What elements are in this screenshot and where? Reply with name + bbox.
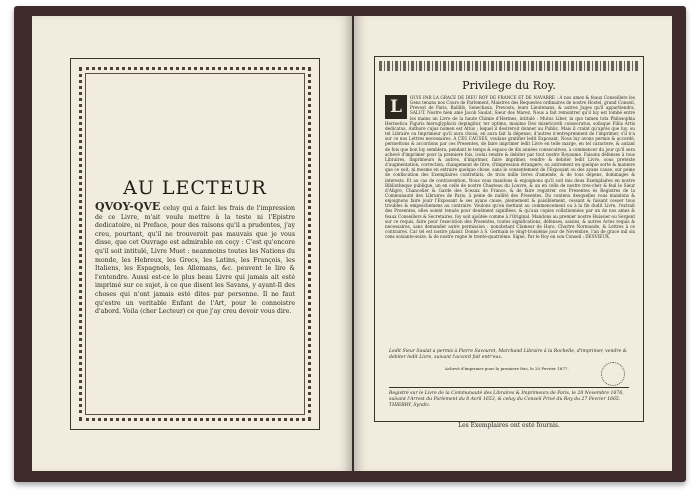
privilege-frame xyxy=(374,56,644,429)
privilege-body: OUIS PAR LA GRACE DE DIEU ROY DE FRANCE ET DE NAVARRE : A nos amez & feaux Conseillers les Gens tenans nos Cours de Parlement, Maistres des Requestes ordinaires de nostre Hostel, grand Conseil, Prevost de Paris, Baillifs, Senechaux, Prevosts, leurs Lieutenans, & autres Juges qu'il appartiendra, SALUT. Nostre bien amé Jacob Saulat, Sieur des Marez, Nous a fait remontrer qu'il luy est tombé entre les mains un Livre de la haute Chimie d'Hermes, intitulé : Mutus Liber, in quo tamen tota Philosophia Hermetica Figuris hieroglyphicis depingitur, ter optimo, maximo Deo misericordi consecratus, solisque Filiis Artis dedicatus, Authore cujus nomen est Altus ; lequel il desireroit donner au Public. Mais il craint qu'aprés que luy, ou tel Libraire ou Imprimeur qu'il aura choisi, en aura fait la dépense, d'autres n'entreprennent de l'imprimer, s'il n'a sur ce nos Lettres necessaires. A CES CAUSES, voulans gratifier ledit Exposant, Nous luy avons permis & accordé, permettons & accordons par ces Presentes, de faire imprimer ledit Livre en telle marge, en tel caractere, & autant de fois que bon luy semblera, pendant le temps & espace de dix années consecutives, à commencer du jour qu'il sera achevé d'imprimer pour la premiere fois, icelui vendre & debiter par tout nostre Royaume. Faisons défenses à tous Libraires, Imprimeurs & autres, d'imprimer, faire imprimer, vendre & debiter ledit Livre, sous pretexte d'augmentation, correction, changement de titre, d'impression étrangere, ou autrement en quelque sorte & maniere que ce soit, ni mesme en extraire quelque chose, sans le consentement de l'Exposant ou des ayans cause, sur peine de confiscation des Exemplaires contrefaits, de trois mille livres d'amende, & de tous dépens, dommages & interests. Et au cas de contravention, Nous vous mandons & enjoignons qu'il soit mis deux Exemplaires en nostre Bibliotheque publique, un en celle de nostre Chasteau du Louvre, & un en celle de nostre tres-cher & feal le Sieur d'Aligre, Chancelier & Garde des Sceaux de France, & de faire registrer ces Presentes és Registres de la Communauté des Libraires de Paris, à peine de nullité des Presentes. Du contenu desquelles vous mandons & enjoignons faire jouir l'Exposant & ses ayans cause, pleinement & paisiblement, cessant & faisant cesser tous troubles & empeschemens au contraire. Voulons qu'en mettant au commencement ou à la fin dudit Livre, l'extrait des Presentes, elles soient tenuës pour deuëment signifiées, & qu'aux copies collationnées par un de nos amez & feaux Conseillers & Secretaires, foy soit ajoûtée comme à l'Original. Mandons au premier nostre Huissier ou Sergent sur ce requis, faire pour l'execution des Presentes, toutes significations, défenses, saisies, & autres Actes requis & necessaires, sans demander autre permission : nonobstant Clameur de Haro, Chartre Normande, & Lettres à ce contraires. Car tel est nostre plaisir. Donné à S. Germain le vingt-troisiéme jour de Novembre, l'an de grace mil six cens soixante-seize, & de nostre regne le trente-quatriéme. Signé, Par le Roy en son Conseil : DESVIEUX. xyxy=(385,95,635,240)
ornamental-border xyxy=(70,58,320,430)
registration-note: Registré sur le Livre de la Communauté des Libraires & Imprimeurs de Paris, le 28 Novembre 1676, suivant l'Arrest du Parlement du 8 Avril 1653, & celuy du Conseil Privé du Roy du 27 Fevrier 1665. THIERRY, Syndic. xyxy=(389,391,624,409)
privilege-text xyxy=(385,95,635,239)
printer-permission-note: Ledit Sieur Saulat a permis à Pierre Savouret, Marchand Libraire à la Rochelle, d'imprimer, vendre & debiter ledit Livre, suivant l'accord fait entr'eux. xyxy=(389,349,627,360)
divider xyxy=(389,387,629,388)
reader-notice-text xyxy=(95,200,296,317)
copies-note: Les Exemplaires ont esté fournis. xyxy=(458,422,560,429)
open-book xyxy=(14,6,686,482)
library-stamp xyxy=(601,362,625,386)
decorated-initial: L xyxy=(385,95,407,119)
ornamental-header-band xyxy=(379,61,639,71)
right-page xyxy=(354,16,672,471)
reader-notice-body: celuy qui a faict les frais de l'impression de ce Livre, m'ait voulu mettre à la teste ni l'Epistre dedicatoire, ni Preface, pour des raisons qu'il a prudentes, j'ay creu, pourtant, qu'il ne trouveroit pas mauvais que je vous disse, que cet Ouvrage est admirable en ceçy : C'est qu'encore qu'il soit intitulé, Livre Muet : neanmoins toutes les Nations du monde, les Hebreux, les Grecs, les Latins, les François, les Italiens, les Espagnols, les Allemans, &c. peuvent le lire & l'entendre. Aussi est-ce le plus beau Livre qui jamais ait esté imprimé sur ce sujet, à ce que disent les Savans, y ayant-Il des choses qui n'ont jamais esté dites par personne. Il ne faut qu'estre un veritable Enfant de l'Art, pour le connoistre d'abord. Voila (cher Lecteur) ce que j'ay creu devoir vous dire. xyxy=(95,205,296,316)
privilege-title: Privilege du Roy. xyxy=(462,79,556,92)
opening-word: QVOY-QVE xyxy=(95,200,161,213)
page-title: AU LECTEUR xyxy=(123,177,267,199)
left-page xyxy=(32,16,352,471)
printing-completion-date: Achevé d'imprimer pour la premiere fois, le 20 Fevrier 1677. xyxy=(445,366,569,371)
